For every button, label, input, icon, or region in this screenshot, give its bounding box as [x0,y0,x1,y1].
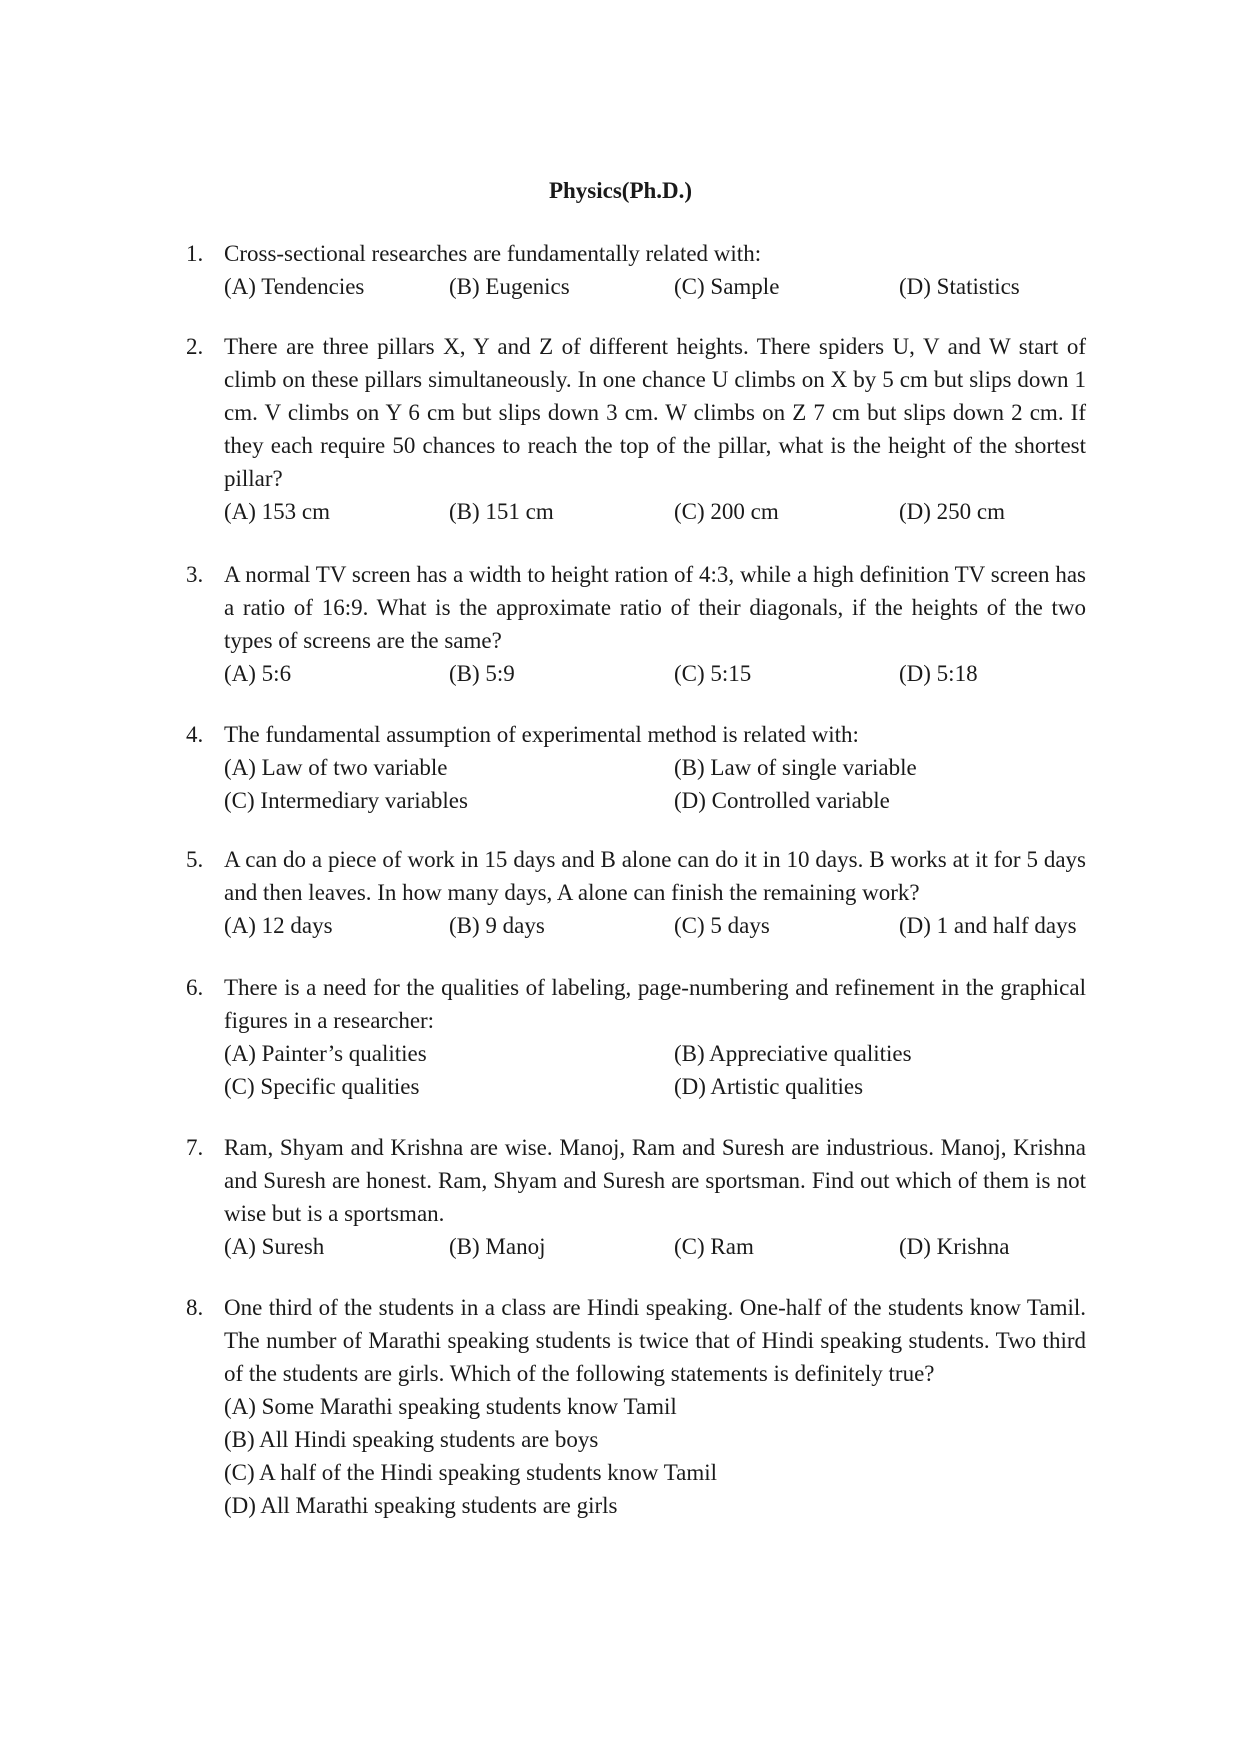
option-d: (D) Krishna [899,1234,1010,1259]
option-b: (B) 5:9 [449,661,515,686]
question-text: There are three pillars X, Y and Z of different heights. There spiders U, V and W start of climb on these pillars simultaneously. In one chance U climbs on X by 5 cm but slips down 1 cm. V climbs on Y 6 cm but slips down 3 cm. W climbs on Z 7 cm but slips down 2 cm. If they each require 50 chances to reach the top of the pillar, what is the height of the shortest pillar? [224,334,1086,491]
option-d: (D) 1 and half days [899,913,1077,938]
question-text: One third of the students in a class are Hindi speaking. One-half of the students know Tamil. The number of Marathi speaking students is twice that of Hindi speaking students. Two third of the students are girls. Which of the following statements is definitely true? [224,1295,1086,1386]
option-c: (C) Ram [674,1234,754,1259]
option-d: (D) 5:18 [899,661,978,686]
question-number: 8. [186,1295,204,1320]
option-d: (D) Artistic qualities [674,1074,864,1099]
option-a: (A) 12 days [224,913,333,938]
page-title: Physics(Ph.D.) [548,178,693,203]
question-2 [186,330,1086,528]
question-number: 6. [186,975,204,1000]
option-a: (A) Painter’s qualities [224,1041,427,1066]
option-c: (C) A half of the Hindi speaking students know Tamil [224,1460,718,1485]
options [224,1230,1086,1263]
options [224,909,1086,942]
question-number: 1. [186,241,204,266]
option-d: (D) Statistics [899,274,1020,299]
option-b: (B) Manoj [449,1234,546,1259]
option-a: (A) Suresh [224,1234,325,1259]
question-3 [186,558,1086,690]
option-d: (D) 250 cm [899,499,1006,524]
question-4 [186,718,1086,817]
question-5 [186,843,1086,942]
question-number: 2. [186,334,204,359]
option-d: (D) All Marathi speaking students are girls [224,1493,618,1518]
question-number: 3. [186,562,204,587]
option-c: (C) Intermediary variables [224,788,468,813]
question-1 [186,237,1086,303]
option-b: (B) Law of single variable [674,755,917,780]
question-8 [186,1291,1086,1522]
options [224,270,1086,303]
option-b: (B) Appreciative qualities [674,1041,912,1066]
option-c: (C) 200 cm [674,499,779,524]
option-a: (A) 5:6 [224,661,292,686]
option-b: (B) 151 cm [449,499,554,524]
question-6 [186,971,1086,1103]
option-c: (C) 5 days [674,913,770,938]
question-number: 5. [186,847,204,872]
option-b: (B) All Hindi speaking students are boys [224,1427,599,1452]
question-text: The fundamental assumption of experimental method is related with: [224,722,859,747]
question-number: 4. [186,722,204,747]
question-text: Ram, Shyam and Krishna are wise. Manoj, Ram and Suresh are industrious. Manoj, Krishna and Suresh are honest. Ram, Shyam and Suresh are sportsman. Find out which of them is not wise but is a sportsman. [224,1135,1086,1226]
option-a: (A) Law of two variable [224,755,448,780]
question-text: Cross-sectional researches are fundamentally related with: [224,241,762,266]
option-a: (A) Tendencies [224,274,365,299]
option-d: (D) Controlled variable [674,788,890,813]
question-text: A can do a piece of work in 15 days and B alone can do it in 10 days. B works at it for 5 days and then leaves. In how many days, A alone can finish the remaining work? [224,847,1086,905]
question-number: 7. [186,1135,204,1160]
option-a: (A) Some Marathi speaking students know Tamil [224,1394,677,1419]
question-7 [186,1131,1086,1263]
options [224,495,1086,528]
option-c: (C) Specific qualities [224,1074,420,1099]
option-c: (C) Sample [674,274,780,299]
options [224,1390,1086,1522]
option-a: (A) 153 cm [224,499,331,524]
options [224,1037,1086,1103]
option-c: (C) 5:15 [674,661,752,686]
option-b: (B) 9 days [449,913,545,938]
question-text: A normal TV screen has a width to height ration of 4:3, while a high definition TV screen has a ratio of 16:9. What is the approximate ratio of their diagonals, if the heights of the two types of screens are the same? [224,562,1086,653]
question-text: There is a need for the qualities of labeling, page-numbering and refinement in the graphical figures in a researcher: [224,975,1086,1033]
options [224,657,1086,690]
option-b: (B) Eugenics [449,274,570,299]
options [224,751,1086,817]
